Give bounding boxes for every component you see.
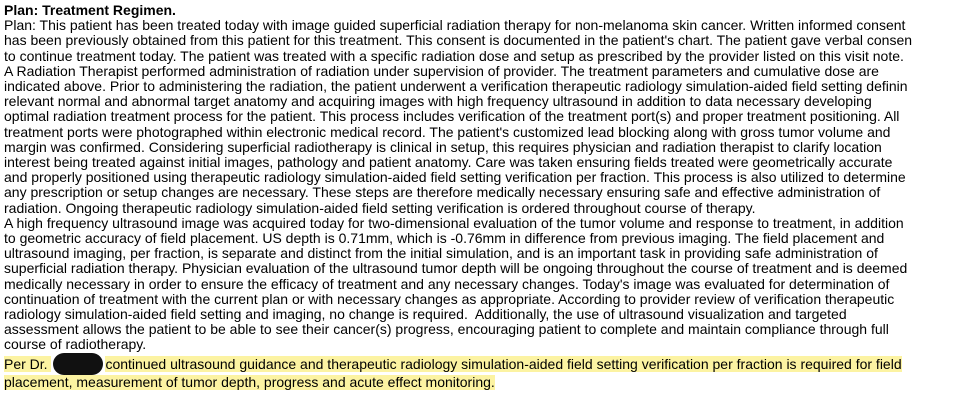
text-line: interest being treated against initial images, pathology and patient anatomy. Care was taken ensuring fields treated were geometrically accurate <box>4 155 893 171</box>
plan-paragraph <box>4 18 961 64</box>
text-line: and properly positioned using therapeutic radiology simulation-aided field setting verification per fraction. This process is also utilized to determine <box>4 170 906 186</box>
highlighted-prefix: Per Dr. <box>4 355 52 372</box>
text-line: optimal radiation treatment process for the patient. This process includes verification of the treatment port(s) and proper treatment positioning. All <box>4 109 900 125</box>
redaction-mark <box>53 353 103 375</box>
treatment-plan-document <box>4 3 961 390</box>
highlighted-text: placement, measurement of tumor depth, progress and acute effect monitoring. <box>4 374 495 390</box>
text-line: radiology simulation-aided field setting and imaging, no change is required. Additionally, the use of ultrasound visualization and targeted <box>4 307 847 323</box>
text-line: to geometric accuracy of field placement. US depth is 0.71mm, which is -0.76mm in difference from previous imaging. The field placement and <box>4 231 885 247</box>
text-line: Plan: This patient has been treated today with image guided superficial radiation therapy for non-melanoma skin cancer. Written informed consent <box>4 18 906 34</box>
text-line: treatment ports were photographed within electronic medical record. The patient's customized lead blocking along with gross tumor volume and <box>4 124 891 140</box>
text-line: superficial radiation therapy. Physician evaluation of the ultrasound tumor depth will be ongoing throughout the course of treatment and is deemed <box>4 261 908 277</box>
text-line: continuation of treatment with the current plan or with necessary changes as appropriate. According to provider review of verification therapeutic <box>4 291 895 307</box>
ultrasound-paragraph <box>4 216 961 353</box>
text-line: medically necessary in order to ensure the efficacy of treatment and any necessary changes. Today's image was evaluated for determination of <box>4 276 890 292</box>
text-line <box>4 353 961 375</box>
text-line: any prescription or setup changes are necessary. These steps are therefore medically necessary ensuring safe and effective administration of <box>4 185 881 201</box>
text-line: A Radiation Therapist performed administration of radiation under supervision of provider. The treatment parameters and cumulative dose are <box>4 63 879 79</box>
text-line: has been previously obtained from this patient for this treatment. This consent is documented in the patient's chart. The patient gave verbal consen <box>4 33 913 49</box>
section-heading: Plan: Treatment Regimen. <box>4 2 176 18</box>
text-line: assessment allows the patient to be able to see their cancer(s) progress, encouraging patient to complete and maintain compliance through full <box>4 322 889 338</box>
text-line: indicated above. Prior to administering the radiation, the patient underwent a verification therapeutic radiology simulation-aided field setting definin <box>4 79 908 95</box>
text-line: ultrasound imaging, per fraction, is separate and distinct from the initial simulation, and is an important task in providing safe administration of <box>4 246 878 262</box>
text-line: course of radiotherapy. <box>4 337 147 353</box>
text-line <box>4 375 961 390</box>
text-line: margin was confirmed. Considering superficial radiotherapy is clinical in setup, this requires physician and radiation therapist to clarify location <box>4 139 882 155</box>
highlighted-order-paragraph <box>4 353 961 390</box>
radiation-therapist-paragraph <box>4 64 961 216</box>
text-line: radiation. Ongoing therapeutic radiology simulation-aided field setting verification is ordered throughout course of therapy. <box>4 200 756 216</box>
text-line: relevant normal and abnormal target anatomy and acquiring images with high frequency ultrasound in addition to data necessary developing <box>4 94 872 110</box>
text-line: A high frequency ultrasound image was acquired today for two-dimensional evaluation of the tumor volume and response to treatment, in addition <box>4 215 904 231</box>
text-line: to continue treatment today. The patient was treated with a specific radiation dose and setup as prescribed by the provider listed on this visit note. <box>4 48 904 64</box>
highlighted-text: continued ultrasound guidance and therapeutic radiology simulation-aided field setting verification per fraction is required for field <box>105 355 902 372</box>
